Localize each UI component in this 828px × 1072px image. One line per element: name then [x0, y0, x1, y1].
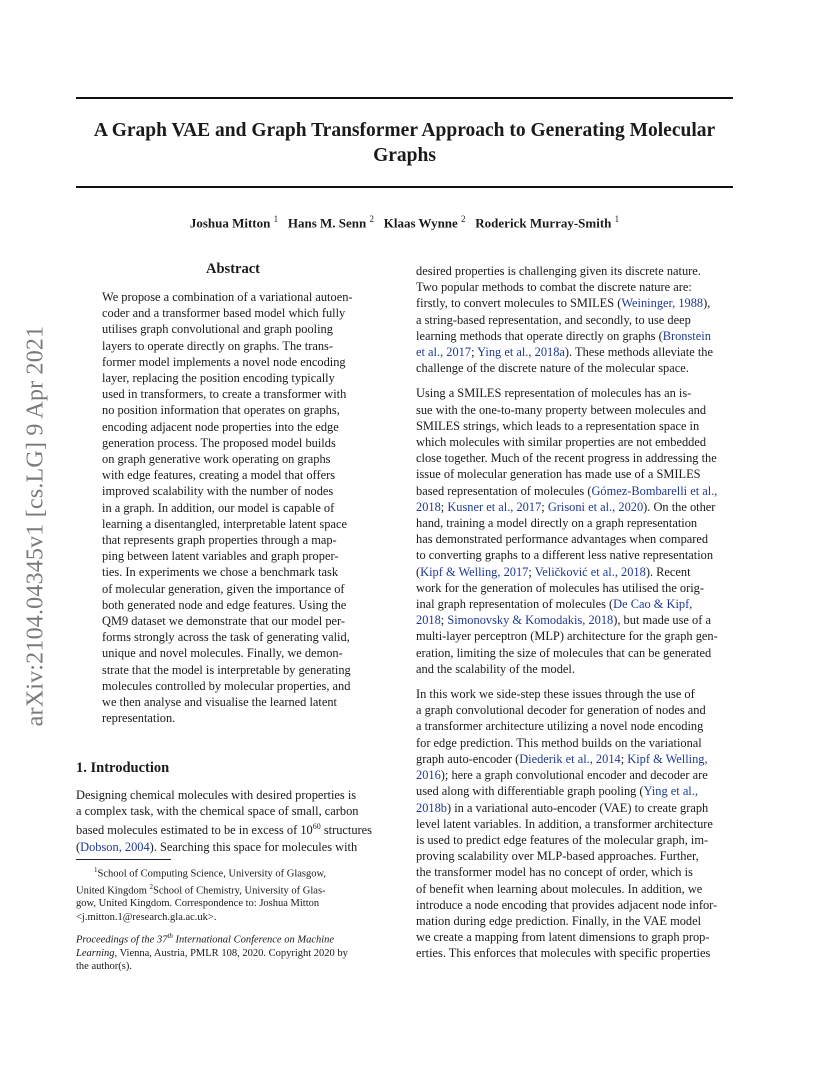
affiliation-footnote	[76, 864, 390, 924]
superscript: 60	[312, 822, 321, 832]
text-span: hand, training a model directly on a graph representation	[416, 516, 698, 531]
text-line	[416, 767, 734, 783]
text-span: International Conference on Machine	[172, 934, 335, 946]
text-line	[416, 945, 734, 961]
author: Roderick Murray-Smith	[475, 215, 612, 231]
author: Klaas Wynne	[383, 215, 458, 231]
text-line	[416, 385, 734, 401]
text-span: work for the generation of molecules has utilised the orig-	[416, 580, 704, 595]
text-span: used along with differentiable graph pooling (	[416, 784, 644, 799]
author-affiliation: 1	[273, 214, 279, 224]
text-line	[416, 499, 734, 515]
text-span: a transformer architecture utilizing a novel node encoding	[416, 719, 704, 734]
abstract-body	[102, 289, 364, 726]
introduction-body	[76, 787, 390, 855]
text-span: sue with the one-to-many property between molecules and	[416, 402, 707, 417]
superscript: th	[167, 932, 173, 940]
text-span: , Vienna, Austria, PMLR 108, 2020. Copyright 2020 by	[114, 947, 348, 959]
text-span: we create a mapping from latent dimensions to graph prop-	[416, 930, 710, 945]
text-line	[416, 800, 734, 816]
abstract-line: utilises graph convolutional and graph pooling	[102, 322, 333, 337]
text-line	[416, 596, 734, 612]
paragraph	[416, 263, 734, 376]
footnote-line: United Kingdom $^2$School of Chemistry, University of Glas-	[76, 882, 326, 897]
author: Hans M. Senn	[287, 215, 367, 231]
text-span: ). Searching this space for molecules with	[149, 839, 358, 854]
text-line	[416, 466, 734, 482]
text-line	[416, 735, 734, 751]
abstract-line: encoding adjacent node properties into the edge	[102, 419, 339, 434]
title-line-2: Graphs	[373, 145, 436, 166]
citation-link[interactable]: Ying et al., 2018a	[477, 345, 565, 360]
citation-link[interactable]: Kipf & Welling,	[627, 751, 708, 766]
citation-link[interactable]: 2018	[416, 499, 441, 514]
text-span: Learning	[76, 947, 115, 959]
text-line	[416, 864, 734, 880]
abstract-line: of molecular generation, given the importance of	[102, 581, 345, 596]
text-line	[416, 547, 734, 563]
arxiv-identifier: arXiv:2104.04345v1 [cs.LG] 9 Apr 2021	[22, 325, 49, 727]
footnote-rule	[76, 859, 171, 860]
text-line	[416, 515, 734, 531]
text-span: based representation of molecules (	[416, 483, 592, 498]
footnote-line: $^1$School of Computing Science, University of Glasgow,	[94, 866, 327, 880]
text-span: ). On the other	[643, 499, 716, 514]
abstract-line: layer, replacing the position encoding typically	[102, 371, 335, 386]
text-span: ;	[440, 499, 448, 514]
text-line	[416, 402, 734, 418]
text-line	[416, 295, 734, 311]
text-span: ). These methods alleviate the	[564, 345, 713, 360]
abstract-heading: Abstract	[206, 261, 260, 277]
footnote-line	[76, 930, 390, 947]
abstract-line: ties. In experiments we chose a benchmark task	[102, 565, 339, 580]
text-span: structures	[320, 823, 373, 838]
author-affiliation: 2	[369, 214, 374, 224]
text-span: ;	[541, 499, 548, 514]
text-span: ). Recent	[645, 564, 691, 579]
text-span: learning methods that operate directly on graphs (	[416, 328, 663, 343]
text-line: (Dobson, 2004). Searching this space for molecules with	[76, 839, 358, 854]
right-column-body	[416, 263, 734, 971]
text-span: firstly, to convert molecules to SMILES (	[416, 296, 622, 311]
text-span: which molecules with similar properties are not embedded	[416, 435, 707, 450]
citation-link[interactable]: Grisoni et al., 2020	[547, 499, 644, 514]
text-line	[416, 418, 734, 434]
text-span: close together. Much of the recent progress in addressing the	[416, 451, 717, 466]
author: Joshua Mitton	[189, 215, 271, 231]
section-heading-introduction: 1. Introduction	[76, 760, 170, 776]
abstract-line: representation.	[102, 711, 176, 726]
text-span: has demonstrated performance advantages when compared	[416, 532, 709, 547]
text-line	[416, 661, 734, 677]
abstract-line: with edge features, creating a model that offers	[102, 468, 336, 483]
text-line	[416, 263, 734, 279]
text-line	[416, 751, 734, 767]
author-affiliation: 2	[461, 214, 466, 224]
text-span: erties. This enforces that molecules with specific properties	[416, 946, 711, 961]
abstract-line: no position information that operates on graphs,	[102, 403, 340, 418]
footnote-line: gow, United Kingdom. Correspondence to: Joshua Mitton	[76, 898, 320, 910]
text-span: ), but made use of a	[613, 613, 711, 628]
citation-link[interactable]: Bronstein	[662, 328, 711, 343]
text-span: 37	[156, 934, 168, 946]
abstract-line: layers to operate directly on graphs. The trans-	[102, 338, 333, 353]
abstract-line: QM9 dataset we demonstrate that our model per-	[102, 614, 346, 629]
text-span: eration, limiting the size of molecules that can be generated	[416, 645, 712, 660]
text-line	[416, 783, 734, 799]
text-span: United Kingdom	[76, 885, 150, 897]
text-span: Proceedings of the	[76, 934, 157, 946]
citation-link[interactable]: 2018b	[416, 800, 447, 815]
proceedings-footnote	[76, 930, 390, 973]
citation-link[interactable]: Kusner et al., 2017	[447, 499, 542, 514]
text-line	[416, 564, 734, 580]
abstract-line: learning a disentangled, interpretable latent space	[102, 516, 347, 531]
text-span: Two popular methods to combat the discrete nature are:	[416, 280, 692, 295]
text-span: ;	[528, 564, 535, 579]
text-line	[416, 848, 734, 864]
text-span: challenge of the discrete nature of the molecular space.	[416, 361, 689, 376]
abstract-line: used in transformers, to create a transformer with	[102, 387, 347, 402]
citation-link[interactable]: Simonovsky & Komodakis, 2018	[447, 613, 614, 628]
footnote-line	[76, 947, 390, 960]
paper-title	[76, 118, 733, 168]
text-line	[416, 434, 734, 450]
abstract-line: both generated node and edge features. Using the	[102, 597, 347, 612]
author-list	[76, 214, 733, 231]
text-line	[416, 628, 734, 644]
title-line-1: A Graph VAE and Graph Transformer Approach to Generating Molecular	[93, 120, 716, 141]
text-line	[416, 832, 734, 848]
text-span: to converting graphs to a different less native representation	[416, 548, 714, 563]
text-span: ); here a graph convolutional encoder and decoder are	[440, 768, 708, 783]
text-span: School of Chemistry, University of Glas-	[153, 885, 326, 897]
abstract-line: we then analyse and visualise the learned latent	[102, 695, 337, 710]
text-span: School of Computing Science, University of Glasgow,	[97, 868, 327, 880]
text-span: ;	[471, 345, 478, 360]
author-affiliation: 1	[614, 214, 620, 224]
text-span: desired properties is challenging given its discrete nature.	[416, 264, 701, 278]
text-line	[416, 344, 734, 360]
citation-link[interactable]: Veličković et al., 2018	[534, 564, 646, 579]
abstract-line: strate that the model is interpretable by generating	[102, 662, 351, 677]
text-line	[416, 718, 734, 734]
abstract-line: molecules controlled by molecular properties, and	[102, 678, 351, 693]
text-span: of benefit when learning about molecules. In addition, we	[416, 881, 703, 896]
text-line: a complex task, with the chemical space of small, carbon	[76, 804, 359, 819]
text-span: ;	[620, 751, 628, 766]
abstract-line: that represents graph properties through a map-	[102, 533, 337, 548]
text-line	[76, 819, 390, 838]
text-span: a string-based representation, and secondly, to use deep	[416, 312, 691, 327]
footnote-line: <j.mitton.1@research.gla.ac.uk>.	[76, 911, 217, 923]
text-span: In this work we side-step these issues through the use of	[416, 687, 695, 702]
citation-link[interactable]: De Cao & Kipf,	[613, 597, 693, 612]
text-span: issue of molecular generation has made use of a SMILES	[416, 467, 701, 482]
text-line	[416, 686, 734, 702]
text-span: introduce a node encoding that provides adjacent node infor-	[416, 897, 718, 912]
text-line	[416, 531, 734, 547]
abstract-line: improved scalability with the number of nodes	[102, 484, 334, 499]
text-line	[416, 897, 734, 913]
text-line	[416, 580, 734, 596]
abstract-line: coder and a transformer based model which fully	[102, 306, 346, 321]
text-span: graph auto-encoder (	[416, 751, 520, 766]
text-span: a graph convolutional decoder for generation of nodes and	[416, 703, 706, 718]
abstract-line: forms strongly across the task of generating valid,	[102, 630, 350, 645]
text-line	[416, 702, 734, 718]
text-span: proving scalability over MLP-based approaches. Further,	[416, 849, 699, 864]
text-line	[416, 816, 734, 832]
citation-link[interactable]: Ying et al.,	[643, 784, 698, 799]
citation-link[interactable]: Kipf & Welling, 2017	[420, 564, 529, 579]
text-span: for edge prediction. This method builds on the variational	[416, 735, 702, 750]
text-span: (	[416, 564, 421, 579]
text-span: mation during edge prediction. Finally, in the VAE model	[416, 913, 702, 928]
citation-link[interactable]: 2018	[416, 613, 441, 628]
text-line	[416, 279, 734, 295]
text-span: is used to predict edge features of the molecular graph, im-	[416, 832, 709, 847]
abstract-line: former model implements a novel node encoding	[102, 354, 346, 369]
text-span: multi-layer perceptron (MLP) architecture for the graph gen-	[416, 629, 718, 644]
text-line	[416, 328, 734, 344]
citation-link[interactable]: Dobson, 2004	[80, 839, 150, 854]
title-rule-top	[76, 97, 733, 99]
abstract-line: on graph generative work operating on graphs	[102, 452, 331, 467]
text-line	[416, 612, 734, 628]
citation-link[interactable]: 2016	[416, 768, 441, 783]
text-span: level latent variables. In addition, a transformer architecture	[416, 816, 713, 831]
text-line	[416, 360, 734, 376]
text-line	[416, 312, 734, 328]
citation-link[interactable]: Diederik et al., 2014	[519, 751, 621, 766]
arxiv-sidebar	[18, 296, 54, 756]
paragraph	[416, 385, 734, 677]
citation-link[interactable]: Gómez-Bombarelli et al.,	[591, 483, 718, 498]
text-span: Using a SMILES representation of molecules has an is-	[416, 386, 692, 401]
citation-link[interactable]: Weininger, 1988	[621, 296, 704, 311]
text-line	[416, 913, 734, 929]
text-line	[416, 450, 734, 466]
text-span: the transformer model has no concept of order, which is	[416, 865, 693, 880]
text-span: and the scalability of the model.	[416, 661, 575, 676]
abstract-line: ping between latent variables and graph proper-	[102, 549, 339, 564]
text-span: ) in a variational auto-encoder (VAE) to create graph	[446, 800, 709, 815]
text-span: SMILES strings, which leads to a representation space in	[416, 418, 700, 433]
paragraph	[416, 686, 734, 961]
text-span: inal graph representation of molecules (	[416, 597, 614, 612]
citation-link[interactable]: et al., 2017	[416, 345, 472, 360]
text-span: ),	[703, 296, 711, 311]
text-line	[416, 929, 734, 945]
text-line: Designing chemical molecules with desired properties is	[76, 788, 357, 802]
text-line	[416, 483, 734, 499]
abstract-line: We propose a combination of a variational autoen-	[102, 290, 353, 304]
title-rule-bottom	[76, 186, 733, 188]
text-line	[416, 645, 734, 661]
abstract-line: generation process. The proposed model builds	[102, 435, 336, 450]
text-line	[416, 881, 734, 897]
footnote-line: the author(s).	[76, 960, 132, 972]
text-span: ;	[440, 613, 448, 628]
abstract-line: in a graph. In addition, our model is capable of	[102, 500, 335, 515]
text-span: based molecules estimated to be in excess of 10	[76, 823, 313, 838]
abstract-line: unique and novel molecules. Finally, we demon-	[102, 646, 343, 661]
